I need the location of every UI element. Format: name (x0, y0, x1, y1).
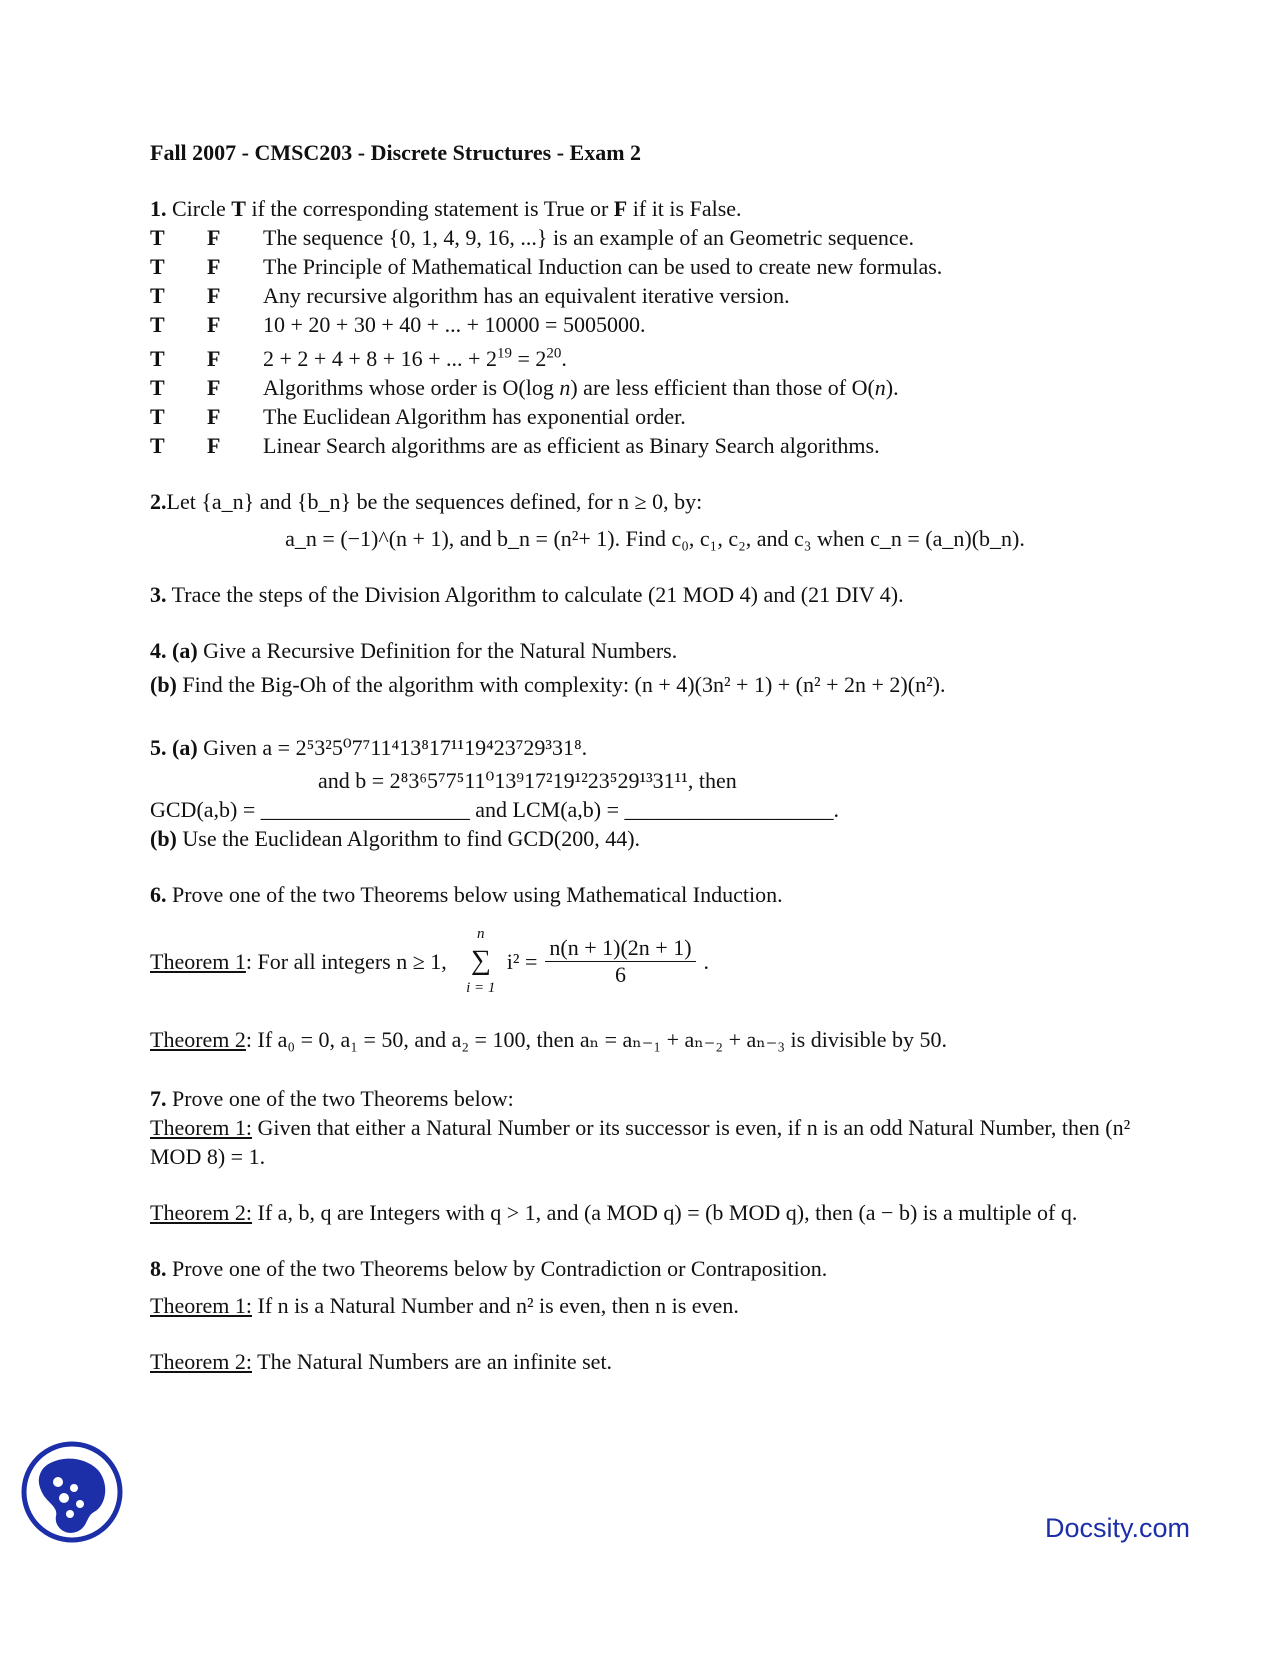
statement-part: ) are less efficient than those of O( (570, 375, 875, 400)
q5-number: 5. (150, 735, 167, 760)
theorem-text: : If a₀ = 0, a₁ = 50, and a₂ = 100, then aₙ = aₙ₋₁ + aₙ₋₂ + aₙ₋₃ is divisible by 50. (245, 1027, 947, 1052)
question-5 (150, 733, 1150, 853)
false-option[interactable]: F (207, 375, 221, 400)
false-option[interactable]: F (207, 283, 221, 308)
tf-row-6 (150, 373, 1150, 402)
q8-theorem-1 (150, 1291, 1150, 1320)
tf-row-1 (150, 223, 1150, 252)
theorem-text: If n is a Natural Number and n² is even, then n is even. (252, 1293, 739, 1318)
theorem-label: Theorem 1: (150, 1115, 253, 1140)
true-option[interactable]: T (150, 254, 165, 279)
statement (263, 373, 899, 402)
q7-intro (150, 1084, 1150, 1113)
q1-intro-text: Circle (172, 196, 226, 221)
false-option[interactable]: F (207, 433, 221, 458)
statement-part: = 2 (511, 346, 547, 371)
docsity-logo-icon[interactable] (20, 1440, 124, 1544)
theorem-text: Given that either a Natural Number or its successor is even, if n is an odd Natural Number, then (n² MOD 8) = 1. (150, 1115, 1131, 1169)
theorem-label: Theorem 2: (150, 1200, 253, 1225)
q2-line-1 (150, 487, 1150, 516)
exponent: 19 (496, 345, 512, 362)
exponent: 20 (546, 345, 562, 362)
theorem-label: Theorem 2: (150, 1349, 253, 1374)
q1-intro-text-3: if it is False. (632, 196, 742, 221)
tf-row-8 (150, 431, 1150, 460)
question-7 (150, 1084, 1150, 1227)
true-option[interactable]: T (150, 283, 165, 308)
theorem-end: . (703, 948, 710, 974)
q8-theorem-2 (150, 1347, 1150, 1376)
q8-number: 8. (150, 1256, 167, 1281)
q4-part-b (150, 670, 1150, 699)
fraction-numerator: n(n + 1)(2n + 1) (545, 935, 695, 962)
question-2 (150, 487, 1150, 553)
q2-number: 2. (150, 489, 167, 514)
theorem-text: If a, b, q are Integers with q > 1, and (a MOD q) = (b MOD q), then (a − b) is a multiple of q. (252, 1200, 1078, 1225)
q6-theorem-2 (150, 1025, 1150, 1054)
theorem-label: Theorem 1 (150, 948, 246, 974)
variable: n (559, 375, 571, 400)
part-label: (a) (172, 735, 198, 760)
part-label: (b) (150, 672, 177, 697)
q6-theorem-1 (150, 913, 1150, 1009)
tf-row-3 (150, 281, 1150, 310)
statement: The sequence {0, 1, 4, 9, 16, ...} is an example of an Geometric sequence. (263, 225, 914, 250)
true-option[interactable]: T (150, 225, 165, 250)
false-option[interactable]: F (207, 225, 221, 250)
question-4 (150, 636, 1150, 699)
question-6 (150, 880, 1150, 1054)
theorem-text: : For all integers n ≥ 1, (245, 948, 447, 974)
sum-upper-limit: n (477, 926, 485, 942)
q5-b-definition: and b = 2⁸3⁶5⁷7⁵11⁰13⁹17²19¹²23⁵29¹³31¹¹, then (318, 768, 737, 793)
part-label: (a) (172, 638, 198, 663)
sigma-symbol: ∑ (470, 945, 491, 976)
false-option[interactable]: F (207, 312, 221, 337)
part-text: Find the Big-Oh of the algorithm with complexity: (n + 4)(3n² + 1) + (n² + 2n + 2)(n²). (182, 672, 946, 697)
q6-number: 6. (150, 882, 167, 907)
tf-row-5 (150, 339, 1150, 373)
page-title: Fall 2007 - CMSC203 - Discrete Structures - Exam 2 (150, 140, 642, 165)
sum-term: i² = (506, 948, 538, 974)
statement: Any recursive algorithm has an equivalent iterative version. (263, 283, 790, 308)
true-option[interactable]: T (150, 375, 165, 400)
q7-number: 7. (150, 1086, 167, 1111)
false-option[interactable]: F (207, 254, 221, 279)
statement-part: 2 + 2 + 4 + 8 + 16 + ... + 2 (263, 346, 497, 371)
true-option[interactable]: T (150, 312, 165, 337)
theorem-label: Theorem 1: (150, 1293, 253, 1318)
q8-intro (150, 1254, 1150, 1283)
theorem-text: The Natural Numbers are an infinite set. (252, 1349, 613, 1374)
statement: Linear Search algorithms are as efficient as Binary Search algorithms. (263, 433, 880, 458)
q1-intro-f: F (613, 196, 628, 221)
variable: n (874, 375, 886, 400)
statement: The Euclidean Algorithm has exponential order. (263, 404, 686, 429)
q1-intro-t: T (231, 196, 246, 221)
docsity-logo-svg (20, 1440, 124, 1544)
statement (263, 344, 567, 373)
tf-row-2 (150, 252, 1150, 281)
true-option[interactable]: T (150, 346, 165, 371)
statement-part: Algorithms whose order is O(log (263, 375, 560, 400)
part-label: (b) (150, 826, 177, 851)
q6-text: Prove one of the two Theorems below using Mathematical Induction. (172, 882, 783, 907)
q6-intro (150, 880, 1150, 909)
summation (461, 924, 501, 998)
part-text: Given a = 2⁵3²5⁰7⁷11⁴13⁸17¹¹19⁴23⁷29³31⁸. (203, 735, 588, 760)
statement: 10 + 20 + 30 + 40 + ... + 10000 = 5005000. (263, 312, 646, 337)
q5-gcd-lcm-blanks: GCD(a,b) = ___________________ and LCM(a,b) = ___________________. (150, 797, 840, 822)
q7-theorem-1 (150, 1113, 1150, 1171)
part-text: Use the Euclidean Algorithm to find GCD(200, 44). (182, 826, 641, 851)
question-1 (150, 194, 1150, 460)
false-option[interactable]: F (207, 404, 221, 429)
q1-intro (150, 194, 1150, 223)
q7-text: Prove one of the two Theorems below: (172, 1086, 514, 1111)
sum-lower-limit: i = 1 (466, 980, 496, 996)
q2-line-2: a_n = (−1)^(n + 1), and b_n = (n²+ 1). Find c₀, c₁, c₂, and c₃ when c_n = (a_n)(b_n). (285, 526, 1025, 551)
q8-text: Prove one of the two Theorems below by Contradiction or Contraposition. (172, 1256, 828, 1281)
fraction-denominator: 6 (614, 961, 626, 987)
q1-number: 1. (150, 196, 167, 221)
part-text: Give a Recursive Definition for the Natural Numbers. (203, 638, 678, 663)
question-8 (150, 1254, 1150, 1376)
q1-intro-text-2: if the corresponding statement is True or (251, 196, 609, 221)
q3-text: Trace the steps of the Division Algorithm to calculate (21 MOD 4) and (21 DIV 4). (171, 582, 904, 607)
q5-part-a (150, 733, 1150, 762)
false-option[interactable]: F (207, 346, 221, 371)
q3-number: 3. (150, 582, 167, 607)
statement-part: . (561, 346, 567, 371)
docsity-link[interactable]: Docsity.com (1045, 1513, 1191, 1543)
q7-theorem-2 (150, 1198, 1150, 1227)
true-option[interactable]: T (150, 433, 165, 458)
tf-row-4 (150, 310, 1150, 339)
q4-part-a (150, 636, 1150, 665)
q2-text: Let {a_n} and {b_n} be the sequences defined, for n ≥ 0, by: (166, 489, 703, 514)
statement-part: ). (885, 375, 899, 400)
statement: The Principle of Mathematical Induction can be used to create new formulas. (263, 254, 943, 279)
theorem-label: Theorem 2 (150, 1027, 246, 1052)
exam-page (150, 138, 1150, 1403)
q4-number: 4. (150, 638, 167, 663)
fraction (545, 935, 695, 988)
question-3 (150, 580, 1150, 609)
true-option[interactable]: T (150, 404, 165, 429)
q5-part-b (150, 824, 1150, 853)
tf-row-7 (150, 402, 1150, 431)
